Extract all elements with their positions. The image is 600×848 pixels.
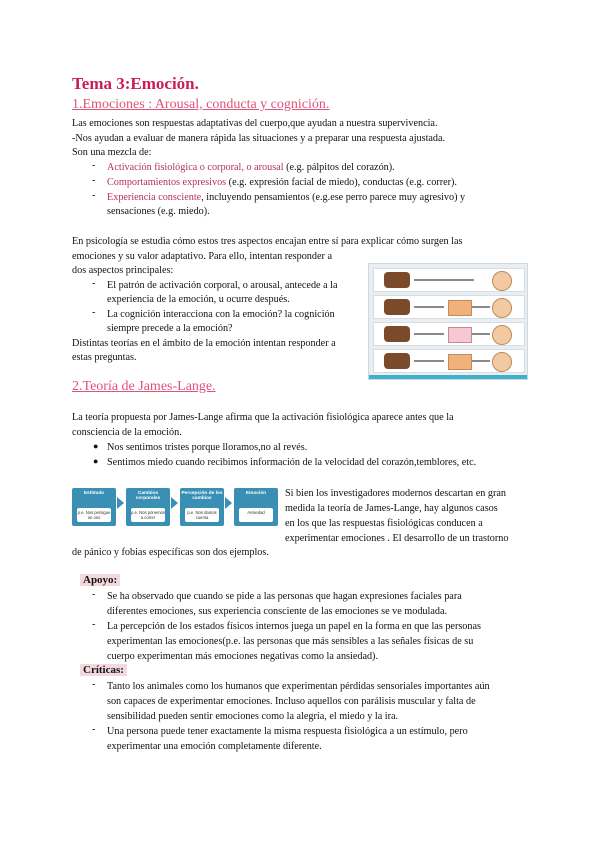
list-item: Se ha observado que cuando se pide a las personas que hagan expresiones faciales para (107, 591, 462, 602)
paragraph: Distintas teorías en el ámbito de la emoción intentan responder a (72, 338, 336, 349)
brain-image (448, 327, 472, 343)
page-title: Tema 3:Emoción. (72, 74, 199, 93)
flow-step: Cambios corporales p.e. Nos ponemos a correr (126, 488, 170, 526)
list-dash: - (92, 589, 96, 600)
flow-step: Emoción Ansiedad (234, 488, 278, 526)
james-lange-flow-image (72, 485, 280, 530)
list-item-continuation: diferentes emociones, sus experiencia consciente de las emociones se ve modulada. (107, 606, 448, 617)
list-item: La percepción de los estados físicos internos juega un papel en la forma en que las personas (107, 621, 481, 632)
list-item-continuation: sensaciones (e.g. miedo). (107, 206, 210, 217)
criticas-label: Críticas: (80, 663, 127, 678)
bear-image (384, 353, 410, 369)
apoyo-label: Apoyo: (80, 573, 120, 588)
paragraph: Las emociones son respuestas adaptativas del cuerpo,que ayudan a nuestra supervivencia. (72, 118, 438, 129)
decorative-bar (369, 375, 527, 379)
paragraph: de pánico y fobias específicas son dos ejemplos. (72, 547, 269, 558)
list-item-continuation: siempre precede a la emoción? (107, 323, 233, 334)
paragraph: -Nos ayudan a evaluar de manera rápida las situaciones y a preparar una respuesta ajustada. (72, 133, 446, 144)
paragraph: estas preguntas. (72, 352, 137, 363)
list-item: Sentimos miedo cuando recibimos información de la velocidad del corazón,temblores, etc. (107, 457, 477, 468)
list-dash: - (92, 278, 96, 289)
list-dash: - (92, 619, 96, 630)
list-item: La cognición interacciona con la emoción? la cognición (107, 309, 335, 320)
bullet-icon: ● (93, 441, 99, 451)
arrow-right-icon (117, 497, 124, 509)
list-dash: - (92, 679, 96, 690)
face-image (492, 298, 512, 318)
face-image (492, 325, 512, 345)
section-heading-1: 1.Emociones : Arousal, conducta y cognición. (72, 97, 330, 112)
arrow-right-icon (171, 497, 178, 509)
list-dash: - (92, 724, 96, 735)
list-item: Nos sentimos tristes porque lloramos,no al revés. (107, 442, 308, 453)
list-item: Experiencia consciente, incluyendo pensamientos (e.g.ese perro parece muy agresivo) y (107, 192, 466, 203)
list-dash: - (92, 307, 96, 318)
paragraph: consciencia de la emoción. (72, 427, 182, 438)
list-item: Activación fisiológica o corporal, o arousal (e.g. pálpitos del corazón). (107, 162, 395, 173)
arrow (472, 306, 490, 308)
flow-step: Percepción de los cambios p.e. Nos damos cuenta (180, 488, 224, 526)
arrow (472, 360, 490, 362)
paragraph: La teoría propuesta por James-Lange afirma que la activación fisiológica aparece antes que la (72, 412, 454, 423)
list-item: Comportamientos expresivos (e.g. expresión facial de miedo), conductas (e.g. correr). (107, 177, 457, 188)
list-item: El patrón de activación corporal, o arousal, antecede a la (107, 280, 338, 291)
list-item-continuation: experimentan las emociones(p.e. las personas que más sensibles a las señales físicas de su (107, 636, 474, 647)
flow-step: Estímulo p.e. Nos persigue un oso (72, 488, 116, 526)
face-image (492, 271, 512, 291)
paragraph: En psicología se estudia cómo estos tres aspectos encajan entre sí para explicar cómo surgen las (72, 236, 463, 247)
list-item-continuation: sensibilidad pueden sentir emociones como la alegría, el miedo y la ira. (107, 711, 399, 722)
list-dash: - (92, 190, 96, 201)
list-item-continuation: experimentar una emoción completamente diferente. (107, 741, 322, 752)
paragraph: dos aspectos principales: (72, 265, 174, 276)
list-dash: - (92, 175, 96, 186)
theories-diagram-image (368, 263, 528, 380)
paragraph: emociones y su valor adaptativo. Para ello, intentan responder a (72, 251, 332, 262)
bullet-icon: ● (93, 456, 99, 466)
list-dash: - (92, 160, 96, 171)
list-item: Una persona puede tener exactamente la misma respuesta fisiológica a un estímulo, pero (107, 726, 468, 737)
bear-image (384, 272, 410, 288)
arrow (472, 333, 490, 335)
bear-image (384, 299, 410, 315)
section-heading-2: 2.Teoría de James-Lange. (72, 379, 216, 394)
paragraph: Si bien los investigadores modernos descartan en gran (285, 488, 506, 499)
arrow-right-icon (225, 497, 232, 509)
body-image (448, 354, 472, 370)
body-image (448, 300, 472, 316)
arrow (414, 333, 444, 335)
list-item: Tanto los animales como los humanos que experimentan pérdidas sensoriales importantes aún (107, 681, 490, 692)
list-item-continuation: cuerpo experimentan más emociones negativas como la ansiedad). (107, 651, 378, 662)
list-item-continuation: son capaces de experimentar emociones. Incluso aquellos con parálisis muscular y falta de (107, 696, 476, 707)
paragraph: medida la teoría de James-Lange, hay algunos casos (285, 503, 498, 514)
arrow (414, 306, 444, 308)
paragraph: en los que las respuestas fisiológicas conducen a (285, 518, 483, 529)
paragraph: experimentar emociones . El desarrollo de un trastorno (285, 533, 509, 544)
arrow (414, 360, 444, 362)
face-image (492, 352, 512, 372)
paragraph: Son una mezcla de: (72, 147, 152, 158)
bear-image (384, 326, 410, 342)
arrow (414, 279, 474, 281)
list-item-continuation: experiencia de la emoción, u ocurre después. (107, 294, 290, 305)
